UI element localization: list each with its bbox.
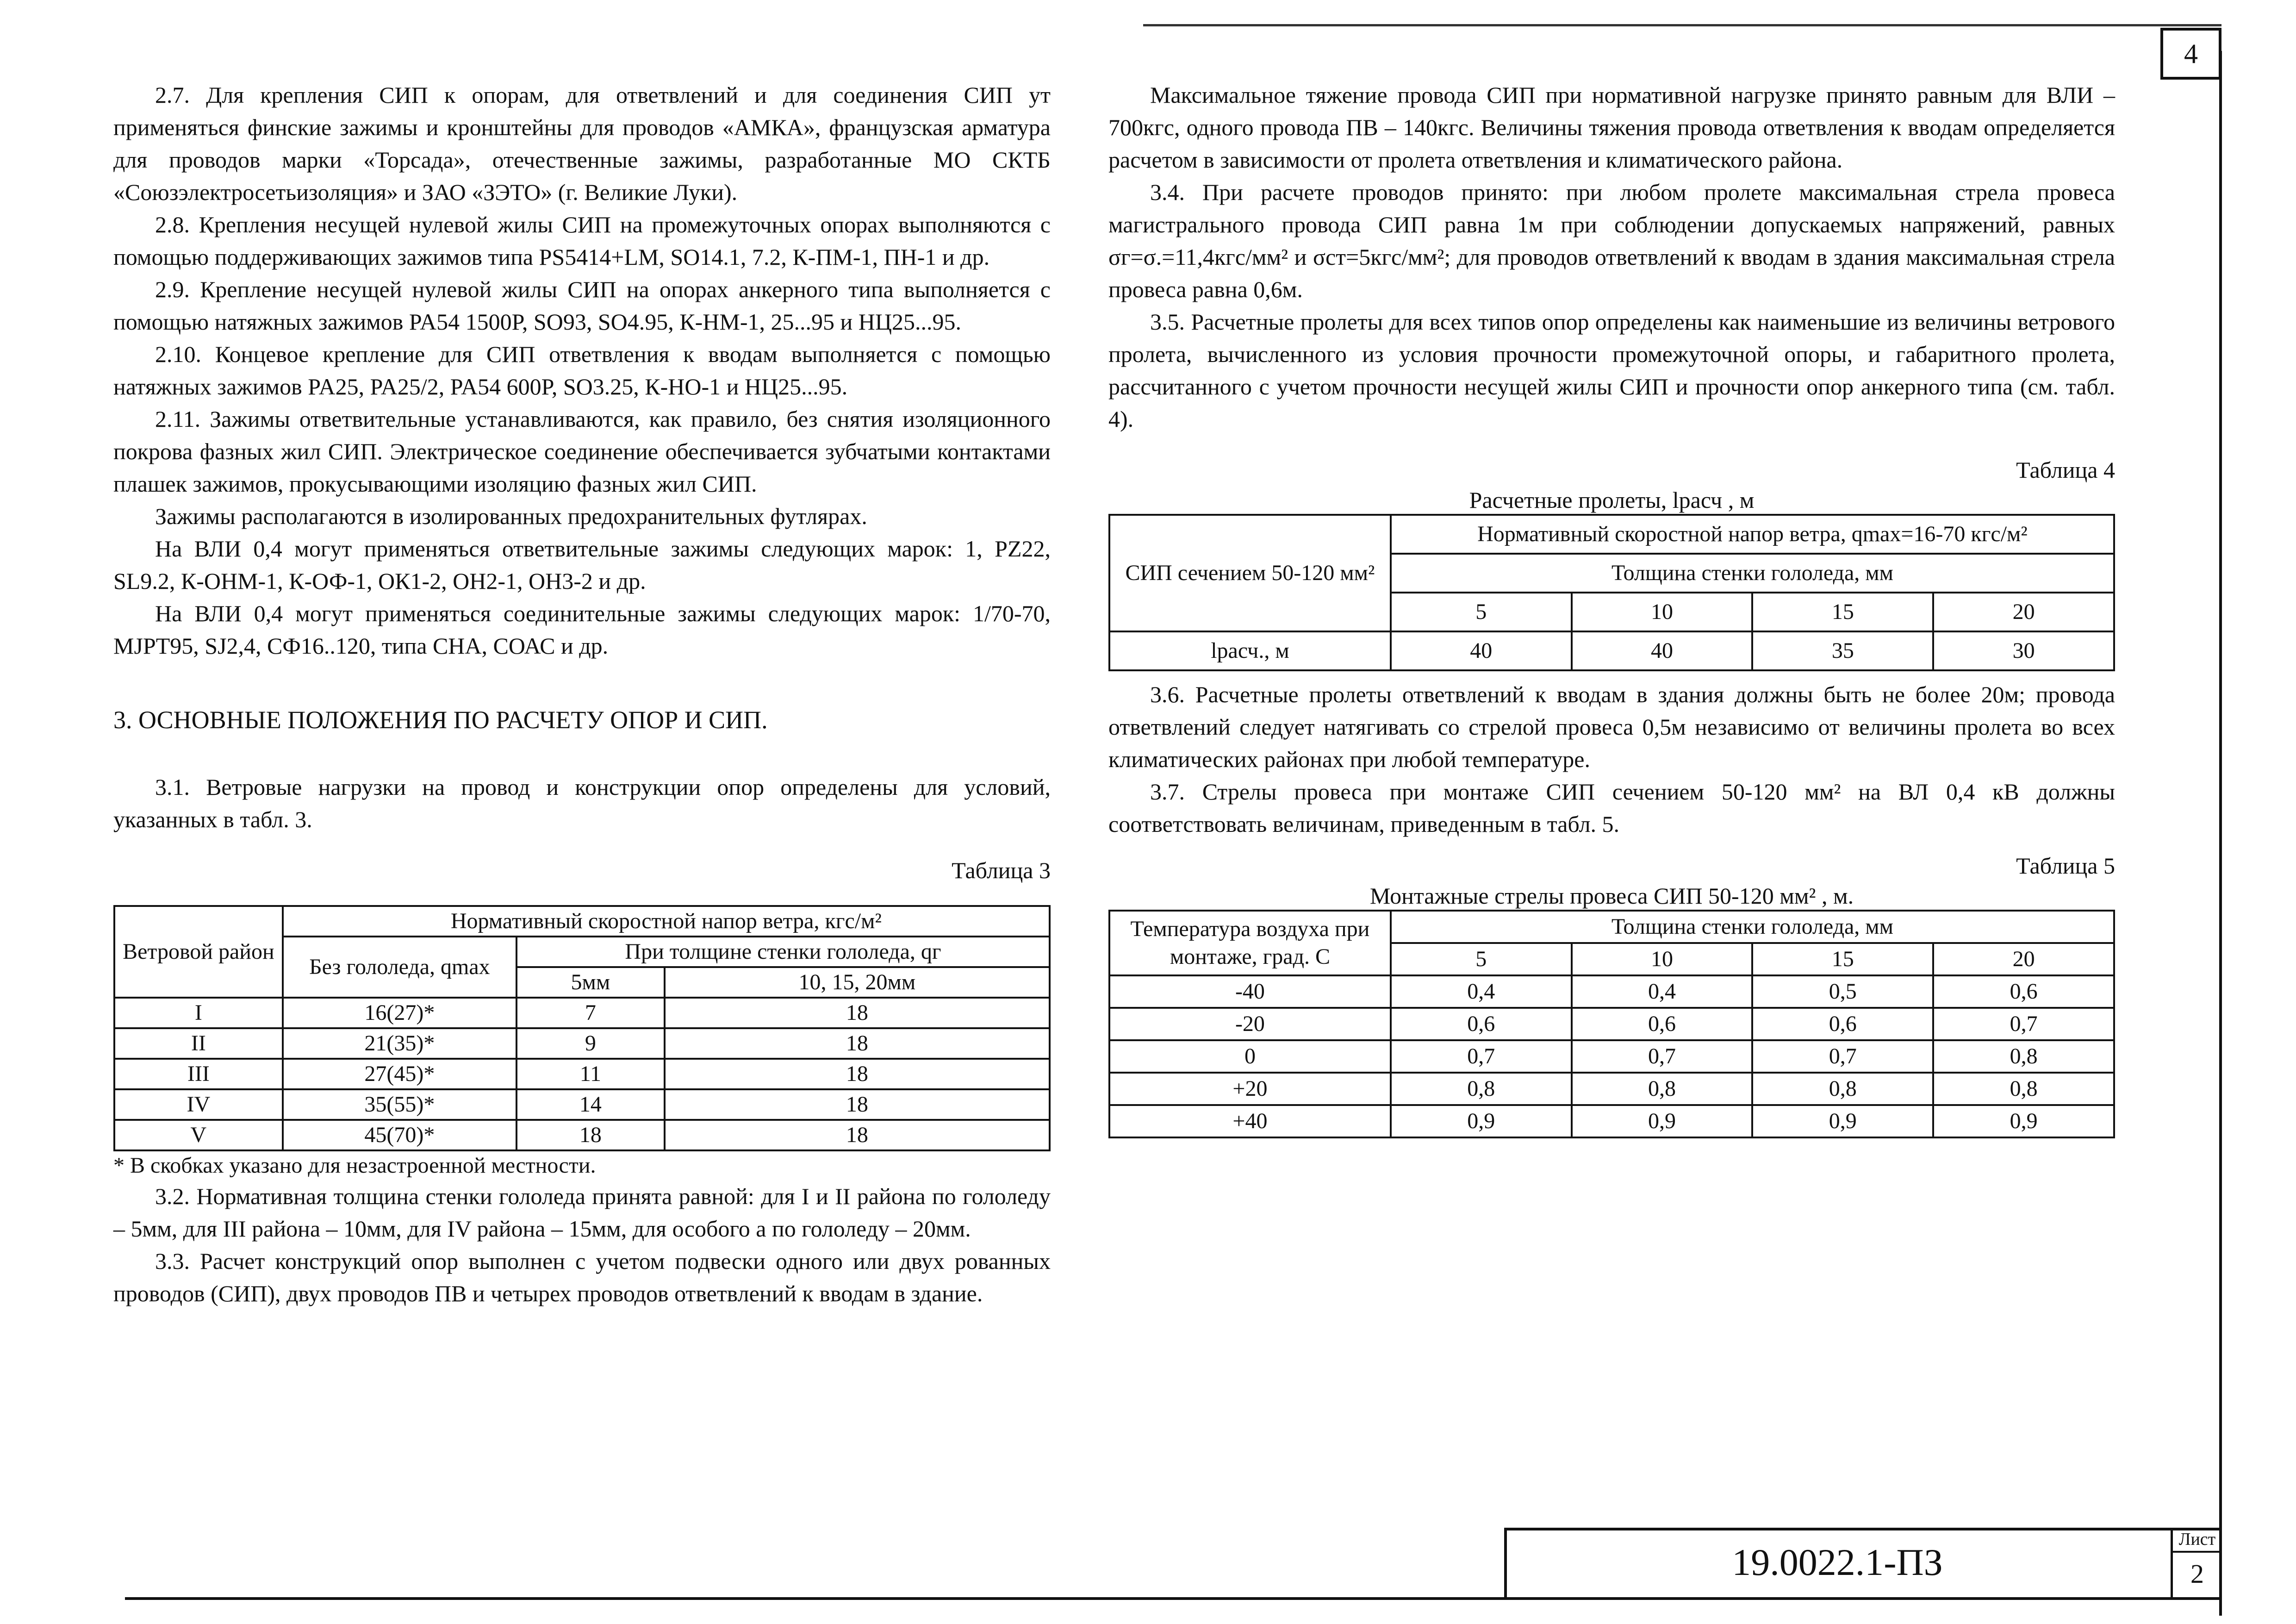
paragraph-2-9: 2.9. Крепление несущей нулевой жилы СИП на опорах анкерного типа выполняется с помощью натяжных зажимов PA54 1500P, SO93, SO4.95, К-НМ-1, 25...95 и НЦ25...95. [113,276,1051,335]
t5-temp: +20 [1109,1073,1391,1105]
t5-cell: 0,7 [1391,1040,1572,1073]
t3-header-noice: Без гололеда, qmax [283,937,516,998]
t5-cell: 0,6 [1572,1008,1753,1040]
table-3-wind-loads [113,905,1051,1151]
table-row [114,1059,1050,1089]
t4-col-header: 10 [1572,593,1753,631]
t5-cell: 0,7 [1752,1040,1933,1073]
t3-header-10mm: 10, 15, 20мм [665,967,1050,998]
t3-cell: III [114,1059,283,1089]
t5-col-header: 15 [1752,943,1933,975]
t3-cell: 18 [665,1028,1050,1059]
table-row [1109,1073,2114,1105]
t3-cell: 9 [516,1028,665,1059]
t3-cell: 7 [516,998,665,1028]
paragraph-3-7: 3.7. Стрелы провеса при монтаже СИП сечением 50-120 мм² на ВЛ 0,4 кВ должны соответствовать величинам, приведенным в табл. 5. [1108,779,2115,837]
paragraph-2-7: 2.7. Для крепления СИП к опорам, для ответвлений и для соединения СИП ут применяться финские зажимы и кронштейны для проводов «АМКА», французская арматура для проводов марки «Торсада», отечественные зажимы, разработанные МО СКТБ «Союзэлектросетьизоляция» и ЗАО «ЗЭТО» (г. Великие Луки). [113,82,1051,205]
t4-cell: 40 [1572,631,1753,670]
paragraph-2-11: 2.11. Зажимы ответвительные устанавливаются, как правило, без снятия изоляционного покрова фазных жил СИП. Электрическое соединение обеспечивается зубчатыми контактами плашек зажимов, прокусывающими изоляцию фазных жил СИП. [113,406,1051,497]
paragraph-max-tension: Максимальное тяжение провода СИП при нормативной нагрузке принято равным для ВЛИ – 700кгс, одного провода ПВ – 140кгс. Величины тяжения провода ответвления к вводам определяется расчетом в зависимости от пролета ответвления и климатического района. [1108,82,2115,173]
table-row [114,1120,1050,1150]
t5-cell: 0,4 [1572,975,1753,1008]
section-3-heading: 3. ОСНОВНЫЕ ПОЛОЖЕНИЯ ПО РАСЧЕТУ ОПОР И СИП. [113,706,768,734]
table-row [1109,1105,2114,1137]
t3-cell: IV [114,1089,283,1120]
sheet-cell [2171,1528,2221,1597]
table-row [1109,975,2114,1008]
sheet-label: Лист [2173,1528,2221,1553]
page-number-badge: 4 [2160,28,2221,80]
t5-cell: 0,9 [1391,1105,1572,1137]
paragraph-2-8: 2.8. Крепления несущей нулевой жилы СИП на промежуточных опорах выполняются с помощью поддерживающих зажимов типа PS5414+LM, SO14.1, 7.2, К-ПМ-1, ПН-1 и др. [113,212,1051,270]
paragraph-clamps-cases: Зажимы располагаются в изолированных предохранительных футлярах. [155,503,867,529]
t5-cell: 0,7 [1933,1008,2114,1040]
document-code: 19.0022.1-ПЗ [1732,1541,1943,1583]
table-5-title: Монтажные стрелы провеса СИП 50-120 мм² , м. [1369,883,1854,909]
t5-cell: 0,4 [1391,975,1572,1008]
t5-cell: 0,9 [1752,1105,1933,1137]
table-5-caption: Таблица 5 [2016,853,2115,879]
table-5-sag-values [1108,910,2115,1138]
t5-cell: 0,7 [1572,1040,1753,1073]
t5-cell: 0,9 [1572,1105,1753,1137]
t3-header-region: Ветровой район [114,906,283,998]
paragraph-joint-clamps: На ВЛИ 0,4 могут применяться соединительные зажимы следующих марок: 1/70-70, MJPT95, SJ2,4, СФ16..120, типа СНА, СОАС и др. [113,600,1051,659]
t4-col-header: 20 [1933,593,2114,631]
table-4-design-spans [1108,514,2115,671]
table-4-title: Расчетные пролеты, lрасч , м [1469,487,1755,513]
table-row [114,998,1050,1028]
t3-cell: I [114,998,283,1028]
t5-header-temp: Температура воздуха при монтаже, град. С [1109,911,1391,975]
paragraph-3-1: 3.1. Ветровые нагрузки на провод и конструкции опор определены для условий, указанных в табл. 3. [113,774,1051,832]
t3-cell: 45(70)* [283,1120,516,1150]
t3-cell: 27(45)* [283,1059,516,1089]
t5-cell: 0,6 [1391,1008,1572,1040]
t5-cell: 0,8 [1391,1073,1572,1105]
t3-cell: V [114,1120,283,1150]
t5-temp: 0 [1109,1040,1391,1073]
table-row [114,1089,1050,1120]
t4-row-label: lрасч., м [1109,631,1391,670]
paragraph-3-3: 3.3. Расчет конструкций опор выполнен с учетом подвески одного или двух рованных проводов (СИП), двух проводов ПВ и четырех проводов ответвлений к вводам в здание. [113,1248,1051,1306]
paragraph-2-10: 2.10. Концевое крепление для СИП ответвления к вводам выполняется с помощью натяжных зажимов PA25, PA25/2, PA54 600P, SO3.25, К-НО-1 и НЦ25...95. [113,341,1051,400]
table-row [1109,1008,2114,1040]
table-3-caption: Таблица 3 [952,857,1051,883]
paragraph-3-6: 3.6. Расчетные пролеты ответвлений к вводам в здания должны быть не более 20м; провода ответвлений следует натягивать со стрелой провеса 0,5м независимо от величины пролета во всех климатических районах при любой температуре. [1108,681,2115,772]
table-row [1109,1040,2114,1073]
right-frame-border [2219,51,2222,1616]
t3-cell: 35(55)* [283,1089,516,1120]
t3-cell: 14 [516,1089,665,1120]
t3-cell: 18 [665,998,1050,1028]
sheet-number: 2 [2190,1559,2204,1589]
left-column [113,79,1051,1310]
top-border-line [1143,24,2221,26]
t4-header-ice: Толщина стенки гололеда, мм [1391,554,2114,593]
t3-cell: 21(35)* [283,1028,516,1059]
t5-cell: 0,8 [1933,1073,2114,1105]
t3-header-5mm: 5мм [516,967,665,998]
t3-cell: 18 [665,1059,1050,1089]
paragraph-3-5: 3.5. Расчетные пролеты для всех типов опор определены как наименьшие из величины ветрового пролета, вычисленного из условия прочности промежуточной опоры, и габаритного пролета, рассчитанного с учетом прочности несущей жилы СИП и прочности опор анкерного типа (см. табл. 4). [1108,309,2115,432]
paragraph-3-4: 3.4. При расчете проводов принято: при любом пролете максимальная стрела провеса магистрального провода СИП равна 1м при соблюдении допускаемых напряжений, равных σг=σ.=11,4кгс/мм² и σст=5кгс/мм²; для проводов ответвлений к вводам в здания максимальная стрела провеса равна 0,6м. [1108,179,2115,302]
t3-cell: 18 [665,1089,1050,1120]
t3-header-group: Нормативный скоростной напор ветра, кгс/м² [283,906,1050,937]
t3-header-ice: При толщине стенки гололеда, qг [516,937,1050,967]
t5-header-ice: Толщина стенки гололеда, мм [1391,911,2114,943]
t5-col-header: 10 [1572,943,1753,975]
table-3-footnote: * В скобках указано для незастроенной местности. [113,1153,596,1178]
t3-cell: 18 [516,1120,665,1150]
t5-temp: -40 [1109,975,1391,1008]
t5-col-header: 5 [1391,943,1572,975]
t4-cell: 30 [1933,631,2114,670]
t4-header-sip: СИП сечением 50-120 мм² [1109,515,1391,631]
t4-cell: 40 [1391,631,1572,670]
t5-col-header: 20 [1933,943,2114,975]
t3-cell: 18 [665,1120,1050,1150]
table-4-caption: Таблица 4 [2016,457,2115,483]
t4-col-header: 5 [1391,593,1572,631]
table-row [1109,631,2114,670]
t5-temp: -20 [1109,1008,1391,1040]
t5-cell: 0,5 [1752,975,1933,1008]
t4-header-wind: Нормативный скоростной напор ветра, qmax=16-70 кгс/м² [1391,515,2114,554]
paragraph-branch-clamps: На ВЛИ 0,4 могут применяться ответвительные зажимы следующих марок: 1, PZ22, SL9.2, К-ОНМ-1, К-ОФ-1, ОК1-2, ОН2-1, ОН3-2 и др. [113,536,1051,594]
t4-cell: 35 [1752,631,1933,670]
t3-cell: 16(27)* [283,998,516,1028]
t3-cell: 11 [516,1059,665,1089]
t5-cell: 0,8 [1752,1073,1933,1105]
paragraph-3-2: 3.2. Нормативная толщина стенки гололеда принята равной: для I и II района по гололеду – 5мм, для III района – 10мм, для IV района – 15мм, для особого а по гололеду – 20мм. [113,1183,1051,1242]
t5-cell: 0,9 [1933,1105,2114,1137]
t4-col-header: 15 [1752,593,1933,631]
right-column [1108,79,2115,1138]
t5-cell: 0,8 [1572,1073,1753,1105]
t3-cell: II [114,1028,283,1059]
t5-cell: 0,6 [1752,1008,1933,1040]
table-row [114,1028,1050,1059]
t5-cell: 0,8 [1933,1040,2114,1073]
t5-temp: +40 [1109,1105,1391,1137]
t5-cell: 0,6 [1933,975,2114,1008]
